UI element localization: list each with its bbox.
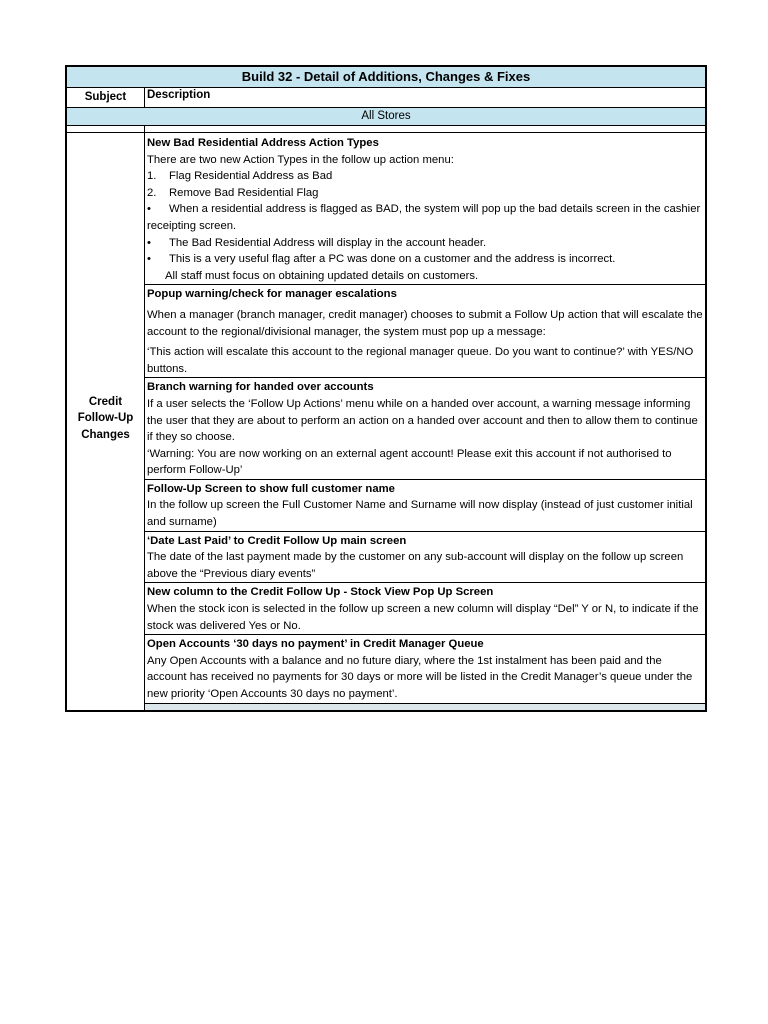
section-all-stores: All Stores (67, 108, 705, 126)
bullet-text: This is a very useful flag after a PC was done on a customer and the address is incorrect. (169, 253, 616, 266)
entry-manager-escalation (145, 285, 705, 378)
entry-handed-over-warning (145, 378, 705, 480)
entry-title: New Bad Residential Address Action Types (147, 137, 379, 149)
bullet-item (147, 201, 703, 234)
bullet-text: The Bad Residential Address will display in the account header. (169, 236, 487, 249)
bullet-icon: • (147, 236, 151, 249)
numbered-item (147, 185, 703, 202)
entry-title: New column to the Credit Follow Up - Stock View Pop Up Screen (147, 586, 494, 599)
entry-title: Open Accounts ‘30 days no payment’ in Credit Manager Queue (147, 638, 484, 651)
entry-open-accounts-queue (145, 635, 705, 703)
entry-text: ‘This action will escalate this account to the regional manager queue. Do you want to continue?’ with YES/NO buttons. (147, 346, 694, 375)
subject-label (78, 394, 134, 444)
subject-cell (67, 133, 145, 704)
numbered-item (147, 168, 703, 185)
entry-text: There are two new Action Types in the follow up action menu: (147, 153, 454, 166)
entry-text: All staff must focus on obtaining updated details on customers. (165, 269, 479, 282)
subject-line: Credit (88, 395, 123, 408)
item-number: 1. (147, 170, 157, 183)
description-header: Description (147, 89, 211, 101)
entry-text: If a user selects the ‘Follow Up Actions’ menu while on a handed over account, a warning message informing the user that they are about to perform an action on a handed over account and then to allow them to continue if they so choose. (147, 397, 698, 444)
bullet-item (147, 251, 703, 268)
entry-stock-view-column (145, 583, 705, 635)
entry-date-last-paid (145, 532, 705, 584)
entry-title: ‘Date Last Paid’ to Credit Follow Up main screen (147, 534, 407, 547)
entry-full-customer-name (145, 480, 705, 532)
spacer-row (67, 126, 705, 133)
table-title: Build 32 - Detail of Additions, Changes & Fixes (67, 67, 705, 88)
bullet-icon: • (147, 203, 151, 216)
entry-text: When the stock icon is selected in the follow up screen a new column will display “Del” Y or N, to indicate if the stock was delivered Yes or No. (147, 603, 699, 632)
entry-text: Any Open Accounts with a balance and no future diary, where the 1st instalment has been paid and the account has received no payments for 30 days or more will be listed in the Credit Manager’s queue under the new priority ‘Open Accounts 30 days no payment’. (147, 654, 693, 700)
footer-spacer-row (67, 704, 705, 710)
bullet-text: When a residential address is flagged as BAD, the system will pop up the bad details screen in the cashier receipting screen. (147, 203, 701, 232)
spacer-cell (67, 126, 145, 132)
entry-text: In the follow up screen the Full Customer Name and Surname will now display (instead of just customer initial and surname) (147, 499, 693, 529)
subject-line: Follow-Up (77, 412, 134, 425)
spacer-cell (67, 704, 145, 710)
entry-text: The date of the last payment made by the customer on any sub-account will display on the follow up screen above the “Previous diary events” (147, 551, 684, 580)
entry-text: ‘Warning: You are now working on an external agent account! Please exit this account if not authorised to perform Follow-Up’ (147, 447, 672, 477)
item-number: 2. (147, 186, 157, 199)
changes-table (65, 65, 707, 712)
item-text: Remove Bad Residential Flag (169, 186, 319, 199)
subject-header: Subject (67, 88, 145, 107)
entry-text: When a manager (branch manager, credit manager) chooses to submit a Follow Up action that will escalate the account to the regional/divisional manager, the system must pop up a message: (147, 308, 703, 338)
bullet-item (147, 235, 703, 252)
description-column (145, 133, 705, 704)
header-row (67, 88, 705, 108)
entry-title: Follow-Up Screen to show full customer name (147, 482, 395, 495)
entry-bad-address (145, 133, 705, 285)
entry-title: Popup warning/check for manager escalations (147, 288, 397, 301)
subject-line: Changes (81, 428, 130, 441)
table-body (67, 133, 705, 704)
bullet-icon: • (147, 253, 151, 266)
item-text: Flag Residential Address as Bad (169, 170, 333, 183)
entry-title: Branch warning for handed over accounts (147, 381, 374, 394)
